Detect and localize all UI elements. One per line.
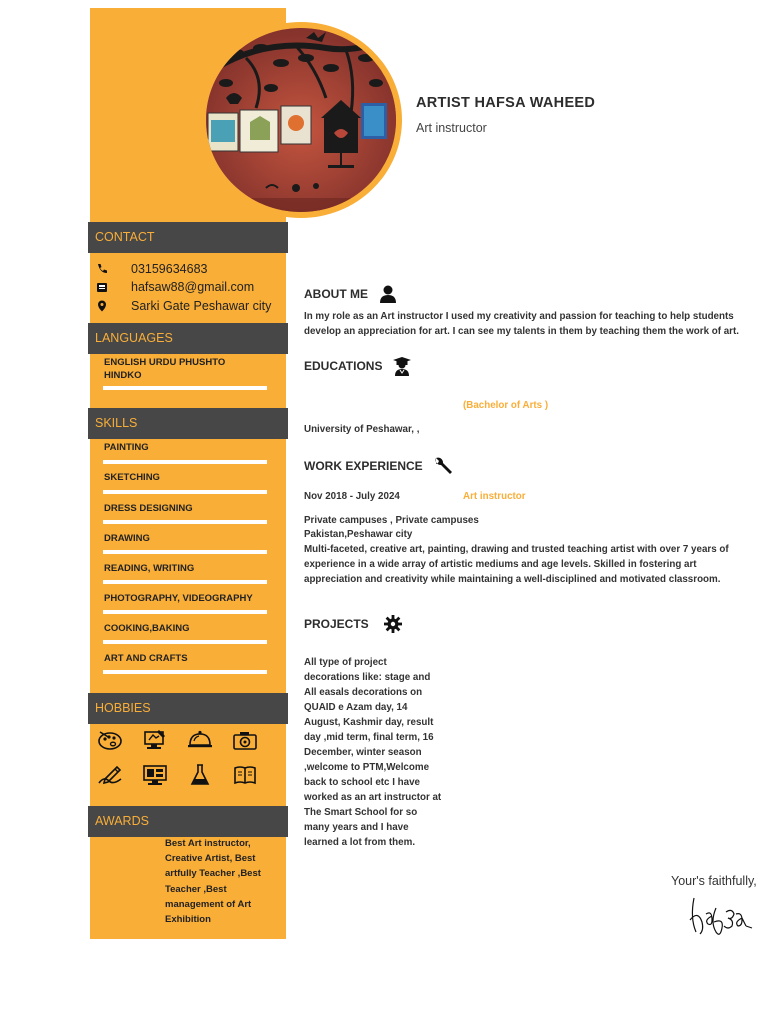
- experience-heading: [304, 456, 453, 476]
- signature: [686, 890, 756, 942]
- graduate-icon: [392, 356, 412, 376]
- candidate-role: Art instructor: [416, 121, 487, 135]
- palette-icon: [97, 728, 123, 752]
- skill-item: PAINTING: [104, 442, 149, 453]
- skill-bar: [103, 520, 267, 524]
- flask-icon: [187, 763, 213, 787]
- experience-title: WORK EXPERIENCE: [304, 459, 423, 473]
- wrench-icon: [433, 456, 453, 476]
- skill-item: SKETCHING: [104, 472, 160, 483]
- skill-item: COOKING,BAKING: [104, 623, 190, 634]
- contact-address-text: Sarki Gate Peshawar city: [131, 299, 272, 313]
- education-title: EDUCATIONS: [304, 359, 383, 373]
- hobbies-section-header: HOBBIES: [88, 693, 288, 724]
- skill-bar: [103, 670, 267, 674]
- skill-bar: [103, 490, 267, 494]
- skill-item: DRESS DESIGNING: [104, 503, 193, 514]
- about-title: ABOUT ME: [304, 287, 368, 301]
- email-icon: [96, 281, 108, 293]
- book-icon: [232, 763, 258, 787]
- monitor-icon: [142, 763, 168, 787]
- languages-list: ENGLISH URDU PHUSHTO HINDKO: [104, 357, 226, 381]
- skill-bar: [103, 550, 267, 554]
- skill-bar: [103, 580, 267, 584]
- location-icon: [96, 300, 108, 312]
- about-heading: [304, 284, 398, 304]
- phone-icon: [96, 263, 108, 275]
- cloche-icon: [187, 728, 213, 752]
- projects-title: PROJECTS: [304, 617, 369, 631]
- awards-section-header: AWARDS: [88, 806, 288, 837]
- education-school: University of Peshawar, ,: [304, 424, 420, 435]
- contact-address: [96, 299, 271, 313]
- projects-heading: [304, 614, 403, 634]
- skill-bar: [103, 610, 267, 614]
- closing-text: Your's faithfully,: [671, 874, 757, 888]
- experience-position: Art instructor: [463, 491, 526, 502]
- contact-section-header: CONTACT: [88, 222, 288, 253]
- contact-phone: [96, 262, 207, 276]
- skill-item: DRAWING: [104, 533, 150, 544]
- skill-bar: [103, 460, 267, 464]
- candidate-name: ARTIST HAFSA WAHEED: [416, 95, 596, 111]
- education-heading: [304, 356, 412, 376]
- gear-icon: [383, 614, 403, 634]
- language-bar: [103, 386, 267, 390]
- about-text: In my role as an Art instructor I used my creativity and passion for teaching to help students develop an appreciation for art. I can see my talents in them by teaching them the work of art.: [304, 311, 739, 337]
- projects-text: All type of project decorations like: stage and All easals decorations on QUAID e Azam day, 14 August, Kashmir day, result day ,mid term, final term, 16 December, winter season ,welcome to PTM,Welcome back to school etc I have worked as an art instructor at The Smart School for so many years and I have learned a lot from them.: [304, 657, 442, 848]
- skill-item: PHOTOGRAPHY, VIDEOGRAPHY: [104, 593, 253, 604]
- computer-art-icon: [142, 728, 168, 752]
- skills-section-header: SKILLS: [88, 408, 288, 439]
- education-degree: (Bachelor of Arts ): [463, 400, 549, 411]
- skill-item: ART AND CRAFTS: [104, 653, 188, 664]
- profile-photo: [206, 28, 396, 212]
- contact-email-text: hafsaw88@gmail.com: [131, 280, 255, 294]
- skill-bar: [103, 640, 267, 644]
- awards-text: Best Art instructor, Creative Artist, Best artfully Teacher ,Best Teacher ,Best management of Art Exhibition: [165, 838, 261, 926]
- experience-employer: Private campuses , Private campuses: [304, 515, 479, 526]
- experience-description: Multi-faceted, creative art, painting, drawing and trusted teaching artist with over 7 years of experience in a wide array of artistic mediums and age levels. Skilled in fostering art appreciation and creativity while maintaining a well-disciplined and motivated classroom.: [304, 544, 729, 585]
- contact-phone-text: 03159634683: [131, 262, 208, 276]
- skill-item: READING, WRITING: [104, 563, 195, 574]
- experience-dates: Nov 2018 - July 2024: [304, 491, 400, 502]
- contact-email: [96, 280, 254, 294]
- camera-icon: [232, 728, 258, 752]
- pen-writing-icon: [97, 763, 123, 787]
- experience-location: Pakistan,Peshawar city: [304, 529, 413, 540]
- person-icon: [378, 284, 398, 304]
- languages-section-header: LANGUAGES: [88, 323, 288, 354]
